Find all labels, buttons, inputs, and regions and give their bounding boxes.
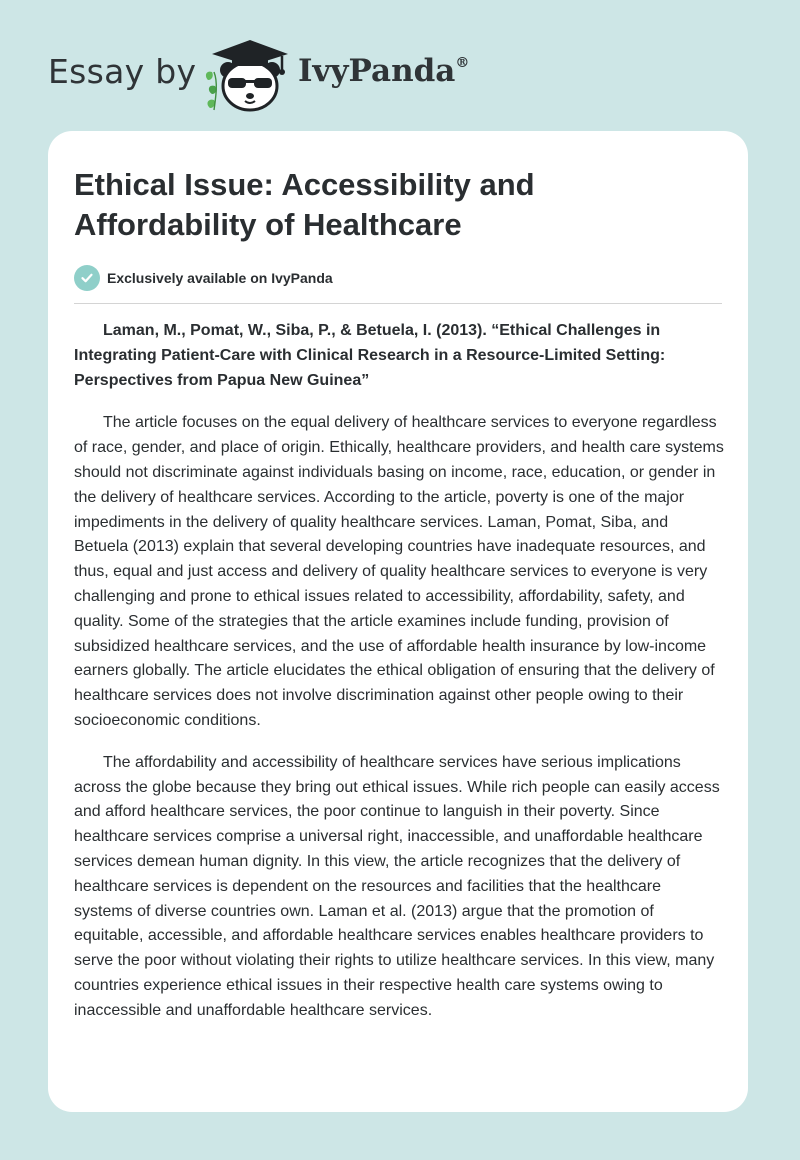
essay-body (74, 319, 724, 1041)
brand-name: IvyPanda® (298, 53, 470, 89)
divider (74, 303, 722, 304)
reference-citation: Laman, M., Pomat, W., Siba, P., & Betuela, I. (2013). “Ethical Challenges in Integrating Patient-Care with Clinical Research in a Resource-Limited Setting: Perspectives from Papua New Guinea” (74, 322, 666, 389)
check-circle-icon (74, 265, 100, 291)
brand-prefix: Essay by (48, 52, 197, 91)
brand-header[interactable] (48, 34, 508, 114)
essay-title: Ethical Issue: Accessibility and Affordability of Healthcare (74, 167, 535, 242)
essay-card (48, 131, 748, 1112)
paragraph: The article focuses on the equal delivery of healthcare services to everyone regardless of race, gender, and place of origin. Ethically, healthcare providers, and health care systems should not discriminate against individuals basing on income, race, education, or gender in the delivery of healthcare services. According to the article, poverty is one of the major impediments in the delivery of quality healthcare services. Laman, Pomat, Siba, and Betuela (2013) explain that several developing countries have inadequate resources, and thus, equal and just access and delivery of quality healthcare services to everyone is very challenging and prone to ethical issues related to accessibility, affordability, safety, and quality. Some of the strategies that the article examines include funding, provision of subsidized healthcare services, and the use of affordable health insurance by low-income earners globally. The article elucidates the ethical obligation of ensuring that the delivery of healthcare services does not involve discrimination against other people owing to their socioeconomic conditions. (74, 414, 724, 729)
panda-graduate-logo-icon (202, 36, 292, 112)
exclusive-badge (74, 265, 333, 291)
paragraph: The affordability and accessibility of healthcare services have serious implications across the globe because they bring out ethical issues. While rich people can easily access and afford healthcare services, the poor continue to languish in their poverty. Since healthcare services comprise a universal right, inaccessible, and unaffordable healthcare services demean human dignity. In this view, the article recognizes that the delivery of healthcare services is dependent on the resources and facilities that the healthcare systems of diverse countries own. Laman et al. (2013) argue that the promotion of equitable, accessible, and affordable healthcare services enables healthcare providers to serve the poor without violating their rights to utilize healthcare services. In this view, many countries experience ethical issues in their respective health care systems owing to inaccessible and unaffordable healthcare services. (74, 753, 720, 1019)
badge-text: Exclusively available on IvyPanda (107, 270, 333, 286)
